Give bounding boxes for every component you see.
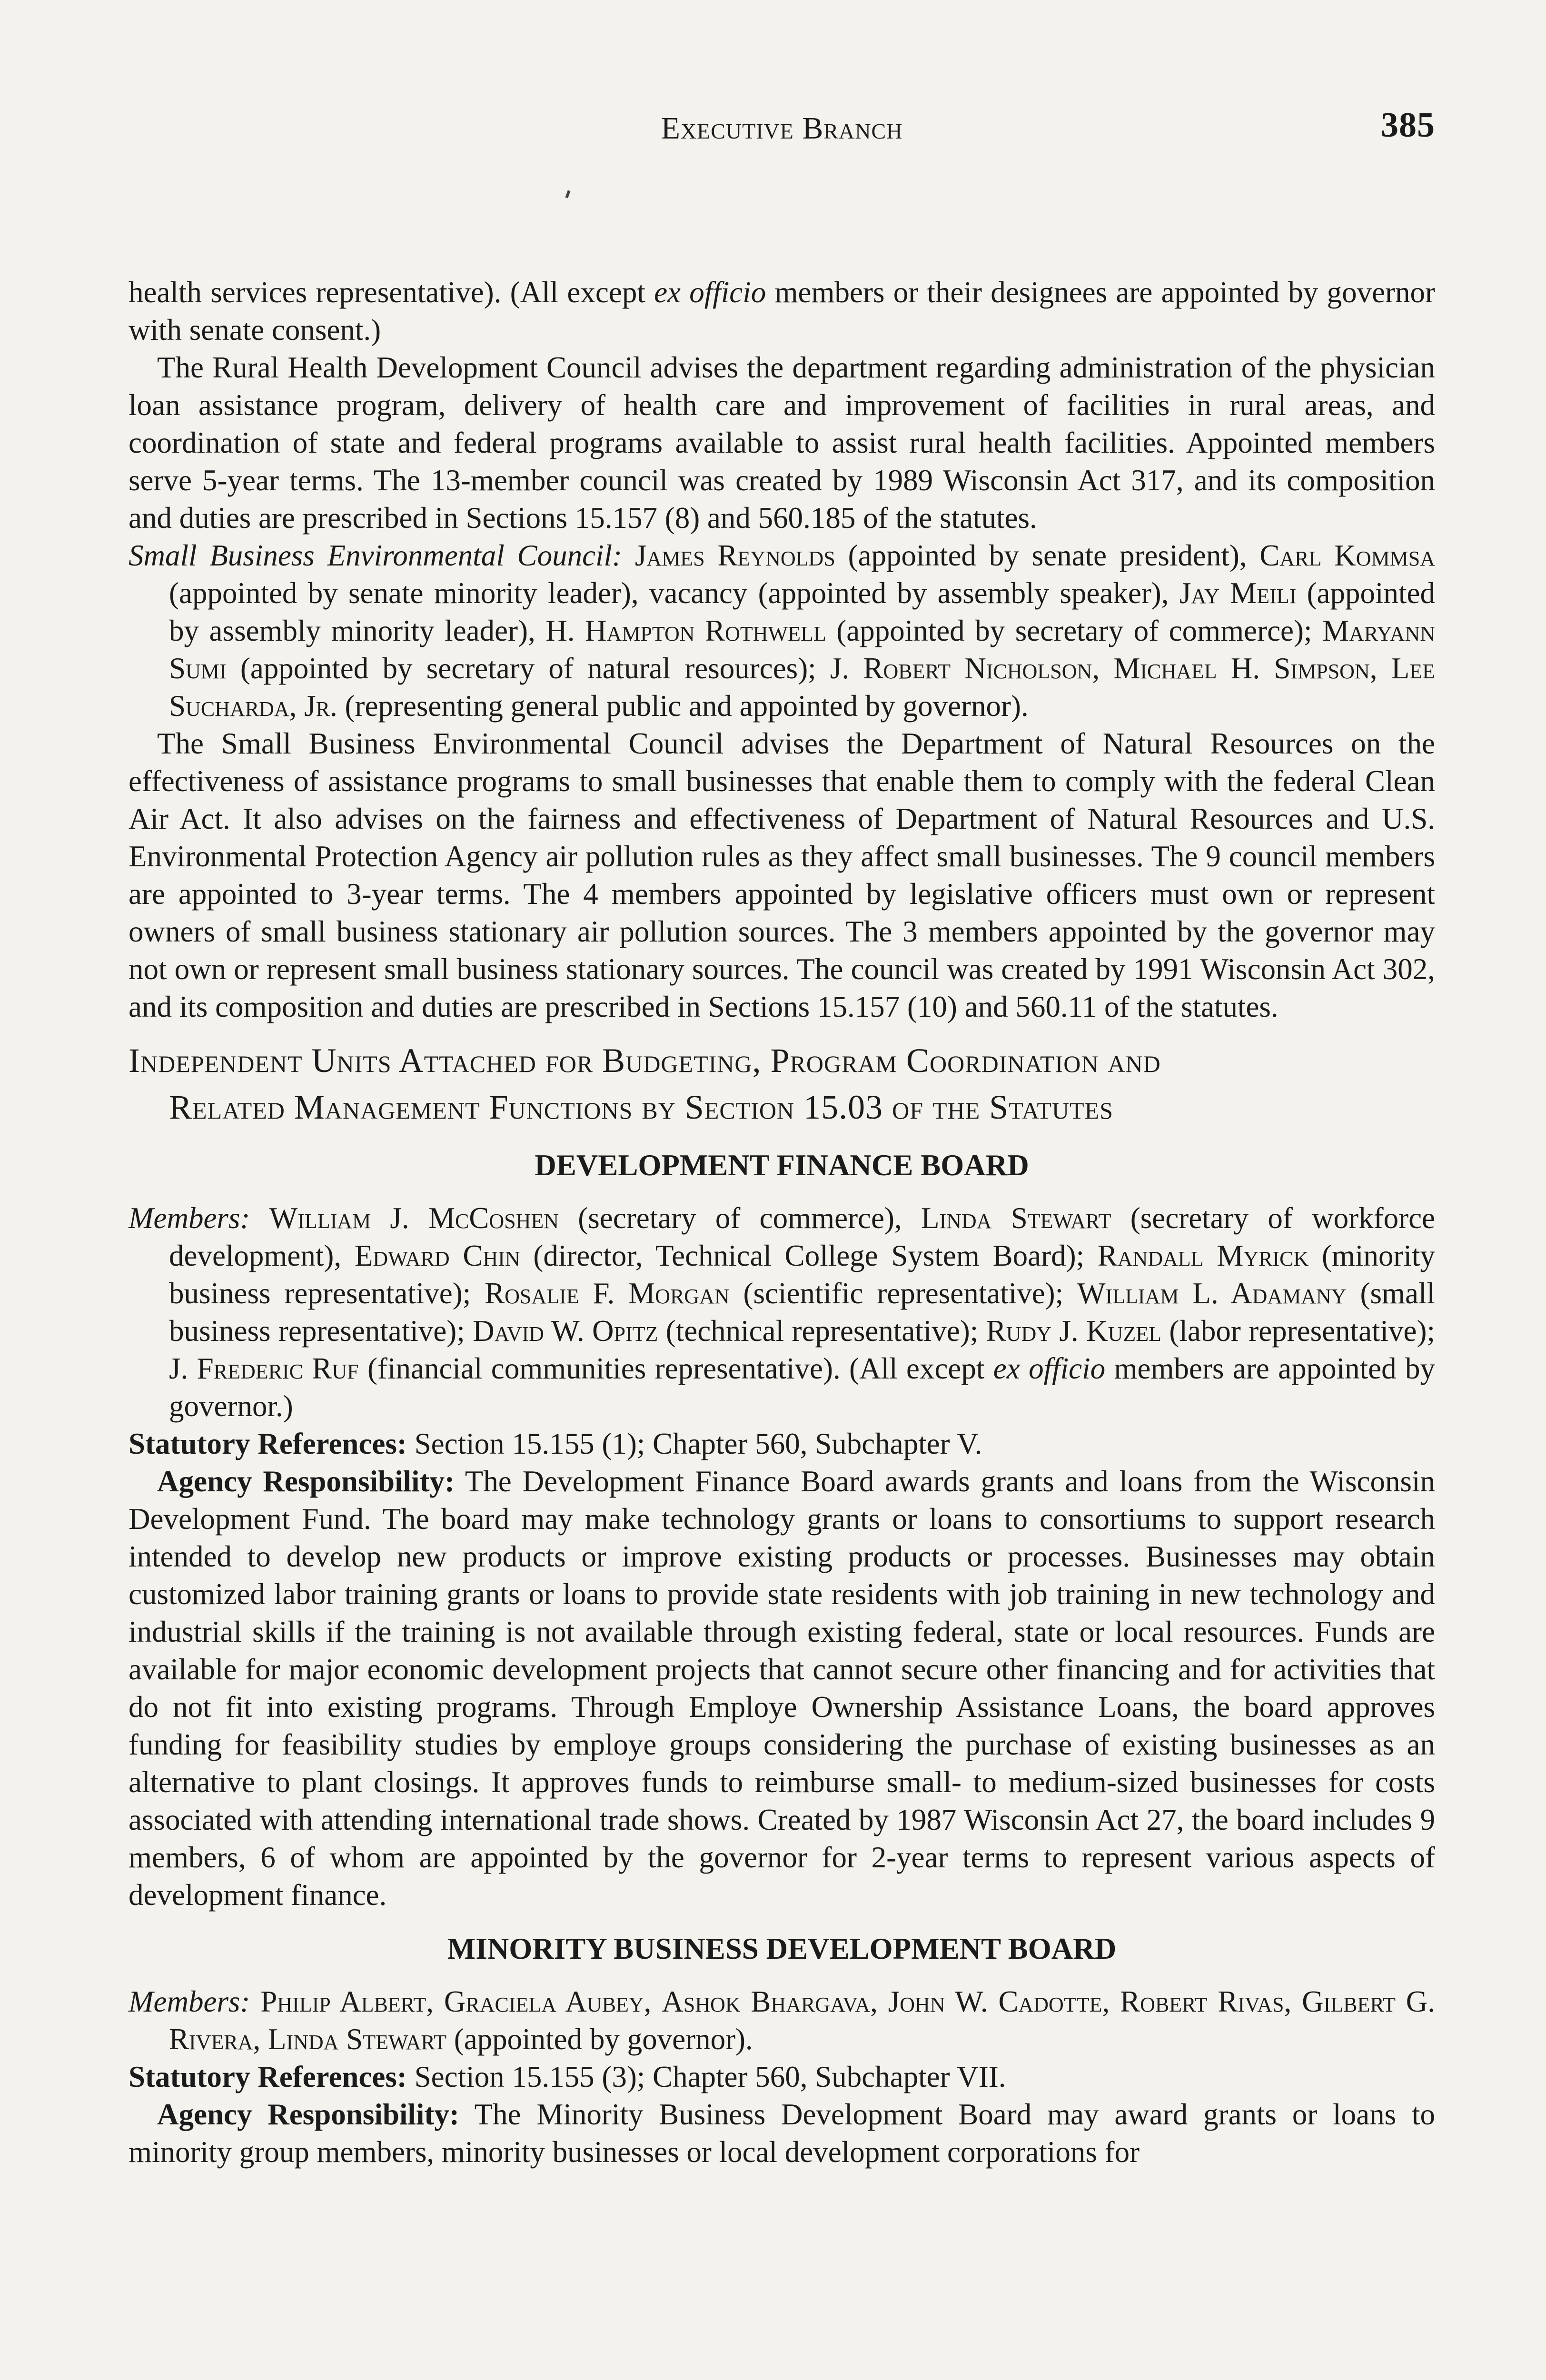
section-heading: Independent Units Attached for Budgeting, Program Coordination and Related Management Functions by Section 15.03 of the Statutes: [129, 1041, 1161, 1126]
running-header-title: Executive Branch: [661, 111, 903, 146]
dfb-members: Members: William J. McCoshen (secretary of commerce), Linda Stewart (secretary of workforce development), Edward Chin (director, Technical College System Board); Randall Myrick (minority business representative); Rosalie F. Morgan (scientific representative); William L. Adamany (small business representative); David W. Opitz (technical representative); Rudy J. Kuzel (labor representative); J. Frederic Ruf (financial communities representative). (All except ex officio members are appointed by governor.): [129, 1201, 1436, 1423]
page-number: 385: [1381, 106, 1435, 145]
body-text: [129, 274, 1435, 2171]
sbec-member-list: James Reynolds (appointed by senate president), Carl Kommsa (appointed by senate minority leader), vacancy (appointed by assembly speaker), Jay Meili (appointed by assembly minority leader), H. Hampton Rothwell (appointed by secretary of commerce); Maryann Sumi (appointed by secretary of natural resources); J. Robert Nicholson, Michael H. Simpson, Lee Sucharda, Jr. (representing general public and appointed by governor).: [169, 539, 1435, 723]
running-header: [129, 106, 1435, 162]
mbdb-members: Members: Philip Albert, Graciela Aubey, Ashok Bhargava, John W. Cadotte, Robert Rivas, Gilbert G. Rivera, Linda Stewart (appointed by governor).: [129, 1985, 1436, 2056]
dfb-statutory-references: Statutory References: Section 15.155 (1); Chapter 560, Subchapter V.: [129, 1427, 982, 1460]
paragraph-continuation: health services representative). (All except ex officio members or their designees are appointed by governor with senate consent.): [129, 276, 1435, 347]
paragraph-sbec-description: The Small Business Environmental Council advises the Department of Natural Resources on the effectiveness of assistance programs to small businesses that enable them to comply with the federal Clean Air Act. It also advises on the fairness and effectiveness of Department of Natural Resources and U.S. Environmental Protection Agency air pollution rules as they affect small businesses. The 9 council members are appointed to 3-year terms. The 4 members appointed by legislative officers must own or represent owners of small business stationary air pollution sources. The 3 members appointed by the governor may not own or represent small business stationary sources. The council was created by 1991 Wisconsin Act 302, and its composition and duties are prescribed in Sections 15.157 (10) and 560.11 of the statutes.: [129, 727, 1435, 1023]
dfb-title: DEVELOPMENT FINANCE BOARD: [535, 1149, 1029, 1182]
document-page: [129, 106, 1436, 2171]
mbdb-agency-responsibility: Agency Responsibility: The Minority Business Development Board may award grants or loans to minority group members, minority businesses or local development corporations for: [129, 2098, 1435, 2169]
mbdb-statutory-references: Statutory References: Section 15.155 (3); Chapter 560, Subchapter VII.: [129, 2060, 1006, 2093]
dfb-agency-responsibility: Agency Responsibility: The Development Finance Board awards grants and loans from the Wisconsin Development Fund. The board may make technology grants or loans to consortiums to support research intended to develop new products or improve existing products or processes. Businesses may obtain customized labor training grants or loans to provide state residents with job training in new technology and industrial skills if the training is not available through existing federal, state or local resources. Funds are available for major economic development projects that cannot secure other financing and for activities that do not fit into existing programs. Through Employe Ownership Assistance Loans, the board approves funding for feasibility studies by employe groups considering the purchase of existing businesses as an alternative to plant closings. It approves funds to reimburse small- to medium-sized businesses for costs associated with attending international trade shows. Created by 1987 Wisconsin Act 27, the board includes 9 members, 6 of whom are appointed by the governor for 2-year terms to represent various aspects of development finance.: [129, 1465, 1435, 1912]
paragraph-rural-health: The Rural Health Development Council advises the department regarding administration of the physician loan assistance program, delivery of health care and improvement of facilities in rural areas, and coordination of state and federal programs available to assist rural health facilities. Appointed members serve 5-year terms. The 13-member council was created by 1989 Wisconsin Act 317, and its composition and duties are prescribed in Sections 15.157 (8) and 560.185 of the statutes.: [129, 351, 1435, 535]
sbec-members: Small Business Environmental Council: James Reynolds (appointed by senate president), Carl Kommsa (appointed by senate minority leader), vacancy (appointed by assembly speaker), Jay Meili (appointed by assembly minority leader), H. Hampton Rothwell (appointed by secretary of commerce); Maryann Sumi (appointed by secretary of natural resources); J. Robert Nicholson, Michael H. Simpson, Lee Sucharda, Jr. (representing general public and appointed by governor).: [129, 539, 1435, 723]
mbdb-title: MINORITY BUSINESS DEVELOPMENT BOARD: [447, 1932, 1117, 1965]
